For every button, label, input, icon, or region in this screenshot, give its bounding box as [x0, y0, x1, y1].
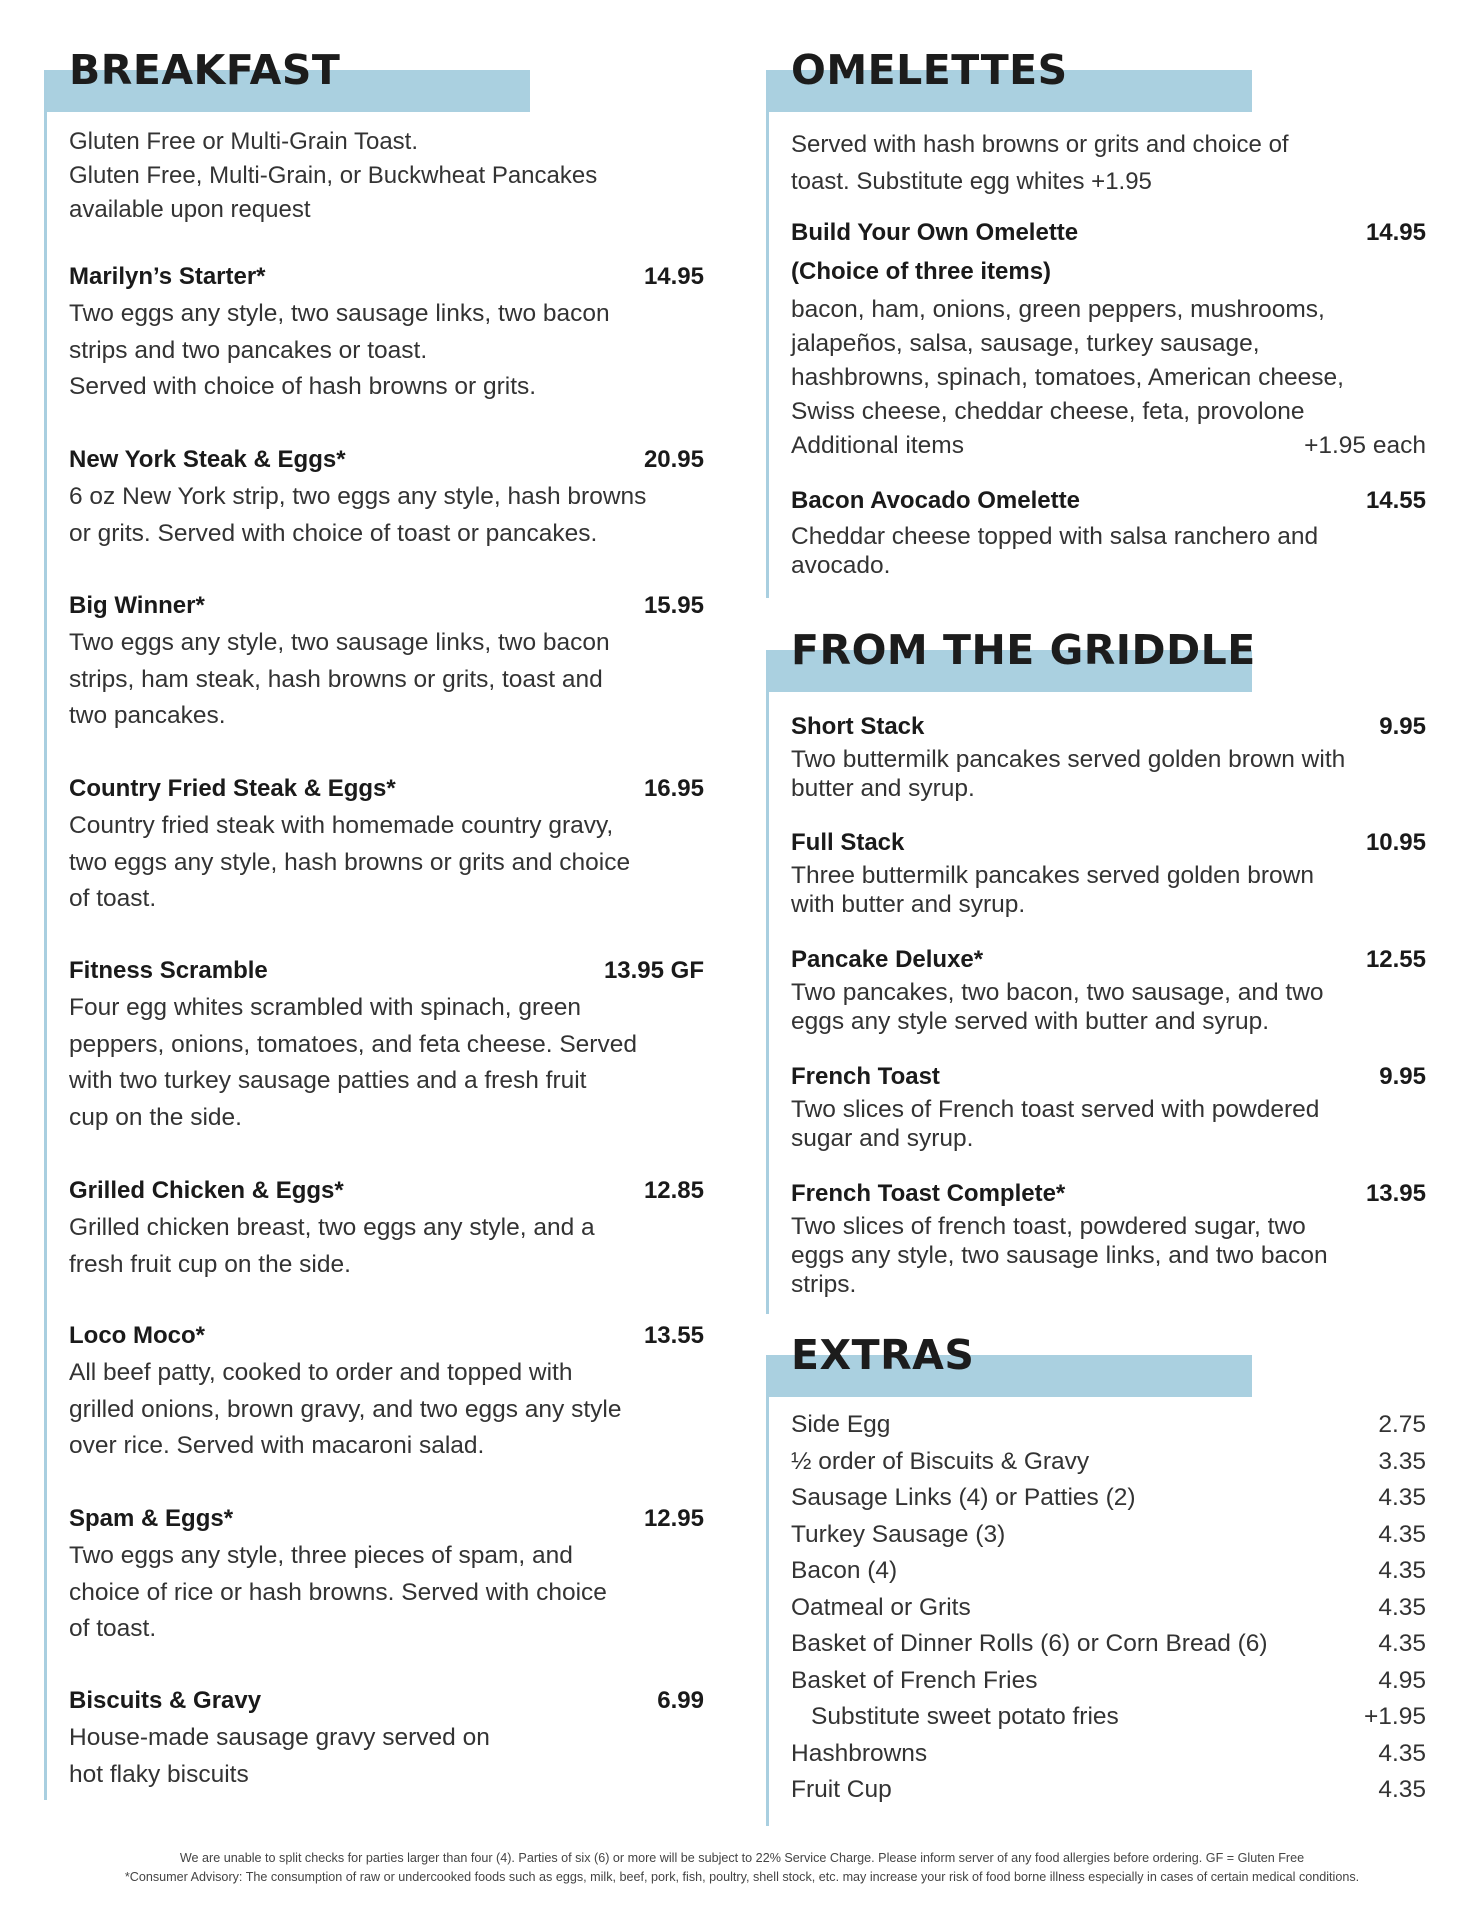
menu-item — [69, 1321, 704, 1465]
desc-line: Served with choice of hash browns or grits. — [69, 373, 537, 400]
extra-price: 3.35 — [1378, 1447, 1426, 1475]
item-subtitle: (Choice of three items) — [791, 258, 1052, 285]
build-omelette-subtitle — [791, 257, 1426, 287]
extra-name: Substitute sweet potato fries — [811, 1703, 1119, 1730]
item-name: Fitness Scramble — [69, 957, 268, 984]
extra-price: 4.35 — [1378, 1739, 1426, 1767]
item-price: 13.55 — [643, 1322, 704, 1349]
extra-item — [791, 1736, 1426, 1773]
desc-line: strips and two pancakes or toast. — [69, 336, 428, 364]
item-description — [69, 1538, 704, 1648]
extra-item — [791, 1480, 1426, 1517]
item-description — [69, 479, 704, 552]
item-description — [791, 1095, 1426, 1153]
extra-name: Fruit Cup — [791, 1776, 892, 1803]
desc-line: Three buttermilk pancakes served golden brown — [791, 862, 1314, 889]
item-price: 6.99 — [657, 1687, 704, 1714]
extra-name: Basket of French Fries — [791, 1666, 1038, 1694]
desc-line: Grilled chicken breast, two eggs any style, and a — [69, 1214, 595, 1241]
item-price: 9.95 — [1379, 1063, 1426, 1090]
menu-item — [69, 1176, 704, 1283]
item-price: 14.95 — [1365, 219, 1426, 246]
menu-item — [69, 1504, 704, 1648]
desc-line: jalapeños, salsa, sausage, turkey sausage, — [791, 330, 1260, 357]
extra-price: 2.75 — [1378, 1411, 1426, 1438]
desc-line: sugar and syrup. — [791, 1125, 974, 1152]
item-price: 10.95 — [1365, 829, 1426, 856]
extra-name: Oatmeal or Grits — [791, 1593, 971, 1621]
desc-line: House-made sausage gravy served on — [69, 1724, 490, 1751]
item-name: Loco Moco* — [69, 1322, 205, 1349]
additional-items-row — [791, 429, 1426, 463]
desc-line: All beef patty, cooked to order and topped with — [69, 1359, 573, 1386]
item-price: 13.95 — [1365, 1180, 1426, 1207]
item-name: Short Stack — [791, 713, 925, 740]
extra-name: ½ order of Biscuits & Gravy — [791, 1447, 1090, 1475]
item-name: Full Stack — [791, 829, 905, 856]
desc-line: two eggs any style, hash browns or grits and choice — [69, 848, 631, 876]
item-description — [791, 522, 1426, 580]
item-description — [791, 745, 1426, 803]
extra-item — [791, 1517, 1426, 1554]
item-name: Big Winner* — [69, 592, 205, 619]
item-price: 12.55 — [1365, 946, 1426, 973]
extra-item — [791, 1590, 1426, 1627]
breakfast-intro — [69, 125, 704, 227]
item-description — [69, 990, 704, 1136]
desc-line: Country fried steak with homemade country gravy, — [69, 812, 614, 839]
desc-line: grilled onions, brown gravy, and two eggs any style — [69, 1395, 622, 1423]
omelettes-intro-line: toast. Substitute egg whites +1.95 — [791, 168, 1152, 195]
desc-line: eggs any style, two sausage links, and two bacon — [791, 1242, 1328, 1269]
item-name: New York Steak & Eggs* — [69, 446, 346, 473]
desc-line: Two slices of french toast, powdered sugar, two — [791, 1213, 1306, 1240]
item-name: Country Fried Steak & Eggs* — [69, 775, 396, 802]
item-name: Biscuits & Gravy — [69, 1687, 262, 1714]
desc-line: eggs any style served with butter and syrup. — [791, 1008, 1270, 1035]
desc-line: 6 oz New York strip, two eggs any style, hash browns — [69, 483, 647, 510]
desc-line: Two pancakes, two bacon, two sausage, and two — [791, 979, 1324, 1006]
bacon-avocado-heading — [791, 486, 1426, 516]
item-name: Pancake Deluxe* — [791, 946, 984, 973]
desc-line: fresh fruit cup on the side. — [69, 1250, 351, 1278]
griddle-title: FROM THE GRIDDLE — [791, 626, 1256, 674]
extras-title: EXTRAS — [791, 1331, 975, 1379]
menu-item — [791, 1179, 1426, 1299]
desc-line: or grits. Served with choice of toast or pancakes. — [69, 519, 598, 547]
item-name: French Toast Complete* — [791, 1180, 1066, 1207]
extra-name: Basket of Dinner Rolls (6) or Corn Bread (6) — [791, 1630, 1268, 1657]
breakfast-intro-line: Gluten Free or Multi-Grain Toast. — [69, 128, 419, 155]
desc-line: bacon, ham, onions, green peppers, mushrooms, — [791, 296, 1325, 323]
extra-price: +1.95 — [1364, 1703, 1426, 1730]
desc-line: strips. — [791, 1271, 857, 1298]
item-price: 12.95 — [643, 1505, 704, 1532]
menu-item — [791, 945, 1426, 1036]
desc-line: Cheddar cheese topped with salsa ranchero and — [791, 523, 1319, 550]
menu-item — [69, 774, 704, 918]
breakfast-section — [44, 46, 704, 1800]
extra-item — [791, 1699, 1426, 1736]
build-omelette-options — [791, 293, 1426, 429]
item-name: Grilled Chicken & Eggs* — [69, 1177, 344, 1204]
desc-line: of toast. — [69, 1615, 157, 1642]
menu-item — [791, 1062, 1426, 1153]
extra-name: Turkey Sausage (3) — [791, 1520, 1006, 1548]
desc-line: choice of rice or hash browns. Served with choice — [69, 1578, 607, 1606]
breakfast-intro-line: Gluten Free, Multi-Grain, or Buckwheat Pancakes — [69, 162, 598, 189]
desc-line: Two slices of French toast served with powdered — [791, 1096, 1320, 1123]
item-description — [69, 1210, 704, 1283]
item-name: Build Your Own Omelette — [791, 219, 1079, 246]
extra-name: Sausage Links (4) or Patties (2) — [791, 1484, 1136, 1511]
griddle-section — [766, 626, 1426, 1314]
item-name: Marilyn’s Starter* — [69, 263, 266, 290]
extra-item — [791, 1626, 1426, 1663]
menu-item — [69, 591, 704, 735]
extra-price: 4.35 — [1378, 1557, 1426, 1584]
item-name: Bacon Avocado Omelette — [791, 487, 1080, 514]
desc-line: hot flaky biscuits — [69, 1760, 249, 1788]
item-price: 12.85 — [643, 1177, 704, 1204]
item-description — [791, 978, 1426, 1036]
item-price: 20.95 — [643, 446, 704, 473]
menu-item — [791, 712, 1426, 803]
omelettes-intro — [791, 126, 1426, 200]
extra-item — [791, 1407, 1426, 1444]
footer-advisory: *Consumer Advisory: The consumption of raw or undercooked foods such as eggs, milk, beef, pork, fish, poultry, shell stock, etc. may increase your risk of food borne illness especially in cases of certain medical conditions. — [124, 1870, 1360, 1884]
item-description — [69, 625, 704, 735]
extra-price: 4.95 — [1378, 1666, 1426, 1694]
desc-line: avocado. — [791, 552, 891, 579]
item-price: 13.95 GF — [603, 957, 704, 984]
menu-item — [69, 445, 704, 552]
menu-item — [69, 262, 704, 406]
item-price: 9.95 — [1379, 713, 1426, 740]
desc-line: hashbrowns, spinach, tomatoes, American cheese, — [791, 364, 1344, 391]
breakfast-intro-line: available upon request — [69, 196, 311, 223]
desc-line: with butter and syrup. — [791, 891, 1026, 918]
omelettes-title: OMELETTES — [791, 46, 1068, 94]
omelettes-section — [766, 46, 1426, 598]
additional-items-price: +1.95 each — [1304, 432, 1426, 459]
extra-price: 4.35 — [1378, 1776, 1426, 1803]
desc-line: peppers, onions, tomatoes, and feta cheese. Served — [69, 1030, 637, 1058]
item-description — [69, 1355, 704, 1465]
desc-line: Swiss cheese, cheddar cheese, feta, provolone — [791, 398, 1305, 425]
desc-line: over rice. Served with macaroni salad. — [69, 1432, 485, 1459]
menu-item — [69, 956, 704, 1136]
desc-line: cup on the side. — [69, 1103, 242, 1131]
footer — [0, 1849, 1484, 1887]
item-price: 16.95 — [643, 775, 704, 802]
item-name: French Toast — [791, 1063, 940, 1090]
menu-item — [791, 828, 1426, 919]
extra-name: Hashbrowns — [791, 1739, 928, 1767]
extra-item — [791, 1553, 1426, 1590]
desc-line: with two turkey sausage patties and a fresh fruit — [69, 1067, 587, 1094]
desc-line: Two eggs any style, three pieces of spam, and — [69, 1542, 573, 1569]
item-description — [69, 296, 704, 406]
additional-items-label: Additional items — [791, 432, 964, 459]
extra-price: 4.35 — [1378, 1520, 1426, 1548]
item-description — [791, 861, 1426, 919]
desc-line: butter and syrup. — [791, 775, 975, 802]
extra-name: Side Egg — [791, 1411, 891, 1438]
extra-item — [791, 1772, 1426, 1809]
item-description — [791, 1212, 1426, 1299]
extra-price: 4.35 — [1378, 1484, 1426, 1511]
extras-section — [766, 1331, 1426, 1826]
desc-line: two pancakes. — [69, 702, 226, 729]
desc-line: of toast. — [69, 885, 157, 912]
menu-item — [69, 1686, 704, 1793]
extra-item — [791, 1444, 1426, 1481]
extra-price: 4.35 — [1378, 1593, 1426, 1621]
build-omelette-heading — [791, 218, 1426, 248]
item-description — [69, 808, 704, 918]
extra-item — [791, 1663, 1426, 1700]
breakfast-title: BREAKFAST — [69, 46, 341, 94]
item-name: Spam & Eggs* — [69, 1505, 234, 1532]
desc-line: Two eggs any style, two sausage links, two bacon — [69, 629, 610, 656]
item-price: 14.95 — [643, 263, 704, 290]
desc-line: Two eggs any style, two sausage links, two bacon — [69, 300, 610, 327]
desc-line: strips, ham steak, hash browns or grits, toast and — [69, 665, 603, 693]
footer-policy: We are unable to split checks for parties larger than four (4). Parties of six (6) or more will be subject to 22% Service Charge. Please inform server of any food allergies before ordering. GF = Gluten Free — [179, 1851, 1305, 1865]
item-price: 14.55 — [1365, 487, 1426, 514]
item-price: 15.95 — [643, 592, 704, 619]
extra-price: 4.35 — [1378, 1630, 1426, 1657]
desc-line: Four egg whites scrambled with spinach, green — [69, 994, 582, 1021]
extra-name: Bacon (4) — [791, 1557, 898, 1584]
omelettes-intro-line: Served with hash browns or grits and choice of — [791, 131, 1289, 158]
desc-line: Two buttermilk pancakes served golden brown with — [791, 746, 1346, 773]
item-description — [69, 1720, 704, 1793]
